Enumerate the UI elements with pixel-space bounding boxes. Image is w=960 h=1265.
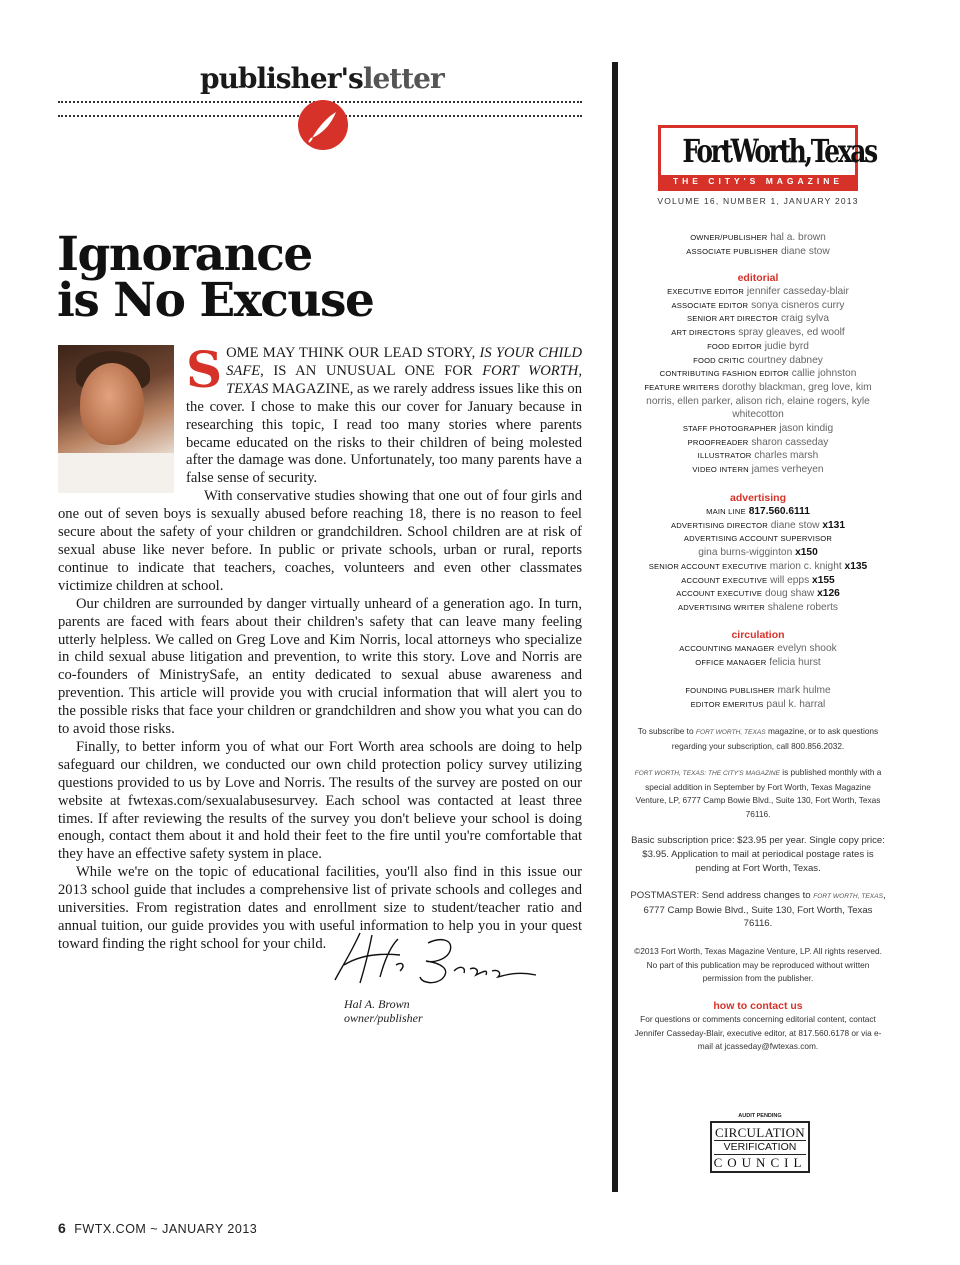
paragraph-4: Finally, to better inform you of what our Fort Worth area schools are doing to help safeguard our children, we conducted our own child protection policy survey utilizing questions provided to us by Love and Norris. The results of the survey are posted on our website at fwtexas.com/sexualabusesurvey. Each school was contacted at least three times. If after reviewing the results of the survey you don't believe your school is doing enough, contact them about it and hold their feet to the fire until you're comfortable that they have an effective safety system in place. bbox=[58, 738, 582, 863]
signature-name: Hal A. Brown bbox=[344, 997, 410, 1011]
headline-line-2: is No Excuse bbox=[57, 273, 374, 328]
postmaster-info: POSTMASTER: Send address changes to FORT WORTH, TEXAS, 6777 Camp Bowie Blvd., Suite 130, Fort Worth, Texas 76116. bbox=[630, 890, 886, 930]
subscribe-info: To subscribe to FORT WORTH, TEXAS magazine, or to ask questions regarding your subscription, call 800.856.2032. bbox=[637, 726, 879, 751]
advertising-heading: advertising bbox=[729, 492, 787, 504]
footer-text: FWTX.COM ~ JANUARY 2013 bbox=[74, 1222, 258, 1236]
contact-section bbox=[630, 1000, 886, 1054]
column-divider bbox=[612, 62, 618, 1192]
drop-cap: S bbox=[186, 340, 223, 399]
price-info: Basic subscription price: $23.95 per year. Single copy price: $3.95. Application to mail at periodical postage rates is pending at Fort Worth, Texas. bbox=[631, 835, 885, 874]
section-title-part1: publisher's bbox=[200, 62, 363, 95]
contact-heading: how to contact us bbox=[713, 1000, 803, 1012]
section-title-part2: letter bbox=[362, 62, 444, 95]
headline-line-1: Ignorance bbox=[57, 227, 312, 282]
signature-caption bbox=[344, 997, 423, 1025]
page-number: 6 bbox=[58, 1220, 67, 1236]
paragraph-2: With conservative studies showing that one out of four girls and one out of seven boys is sexually abused before reaching 18, there is no reason to feel secure about the safety of your children or grandchildren. School children are at risk of sexual abuse like never before. In public or private schools, urban or rural, reports continue to indicate that teachers, coaches, volunteers and even other classmates victimize children at school. bbox=[58, 488, 582, 594]
page-footer bbox=[58, 1220, 257, 1236]
masthead-editorial: editorial EXECUTIVE EDITOR jennifer casseday-blair ASSOCIATE EDITOR sonya cisneros curry SENIOR ART DIRECTOR craig sylva ART DIRECTORS spray gleaves, ed woolf FOOD EDITOR judie byrd FOOD CRITIC courtney dabney CONTRIBUTING FASHION EDITOR callie johnston FEATURE WRITERS dorothy blackman, greg love, kim norris, ellen parker, alison rich, elaine rogers, kyle whitecotton STAFF PHOTOGRAPHER jason kindig PROOFREADER sharon casseday ILLUSTRATOR charles marsh VIDEO INTERN james verheyen bbox=[630, 272, 886, 477]
contact-text: For questions or comments concerning editorial content, contact Jennifer Casseday-Blair, executive editor, at 817.560.6178 or via e-mail at jcasseday@fwtexas.com. bbox=[634, 1014, 882, 1052]
audit-pending-label: AUDIT PENDING bbox=[738, 1113, 782, 1119]
signature-title: owner/publisher bbox=[344, 1011, 423, 1025]
logo-name: FortWorth,Texas bbox=[682, 132, 876, 170]
logo-tagline: THE CITY'S MAGAZINE bbox=[661, 175, 855, 188]
quill-pen-icon bbox=[298, 100, 348, 150]
copyright-info: ©2013 Fort Worth, Texas Magazine Venture, LP. All rights reserved. No part of this publication may be reproduced without written permission from the publisher. bbox=[634, 946, 882, 984]
circulation-heading: circulation bbox=[731, 629, 785, 641]
paragraph-3: Our children are surrounded by danger virtually unheard of a generation ago. In turn, parents are faced with fears about their children's safety that can leave many feeling utterly helpless. We called on Greg Love and Kim Norris, local attorneys who specialize in child sexual abuse litigation and prevention, to write this story. Love and Norris are co-founders of MinistrySafe, an entity dedicated to sexual abuse awareness and prevention. This article will provide you with crucial information that will alert you to the possible risks that face your children or grandchildren and show you what you can do to avoid those risks. bbox=[58, 595, 582, 738]
magazine-logo bbox=[658, 125, 876, 191]
article-body bbox=[58, 340, 582, 954]
masthead-circulation: circulation ACCOUNTING MANAGER evelyn shook OFFICE MANAGER felicia hurst bbox=[630, 629, 886, 669]
masthead-founders: FOUNDING PUBLISHER mark hulme EDITOR EMERITUS paul k. harral bbox=[685, 685, 831, 710]
masthead-publishers: OWNER/PUBLISHER hal a. brown ASSOCIATE PUBLISHER diane stow bbox=[686, 232, 830, 257]
publication-info: FORT WORTH, TEXAS: THE CITY'S MAGAZINE is published monthly with a special addition in September by Fort Worth, Texas Magazine Venture, LP, 6777 Camp Bowie Blvd., Suite 130, Fort Worth, Texas 76116. bbox=[634, 767, 882, 819]
handwritten-signature bbox=[330, 925, 540, 995]
paragraph-5: While we're on the topic of educational facilities, you'll also find in this issue our 2013 school guide that includes a comprehensive list of private schools and colleges and universities. From registration dates and enrollment size to student/teacher ratio and annual tuition, our guide provides you with useful information to help you in your quest toward finding the right school for your child. bbox=[58, 864, 582, 952]
section-title bbox=[200, 62, 444, 95]
paragraph-1: SOME MAY THINK OUR LEAD STORY, IS YOUR CHILD SAFE, IS AN UNUSUAL ONE FOR FORT WORTH, TEXAS MAGAZINE, as we rarely address issues like this on the cover. I chose to make this our cover for January because in researching this topic, I read too many stories where parents became educated on the risks to their children of being molested after the damage was done. Unfortunately, too many parents have a false sense of security. bbox=[186, 340, 582, 487]
article-headline bbox=[57, 227, 477, 328]
editorial-heading: editorial bbox=[737, 272, 779, 284]
masthead-advertising: advertising MAIN LINE 817.560.6111 ADVERTISING DIRECTOR diane stow x131 ADVERTISING ACCOUNT SUPERVISOR gina burns-wigginton x150 SENIOR ACCOUNT EXECUTIVE marion c. knight x135 ACCOUNT EXECUTIVE will epps x155 ACCOUNT EXECUTIVE doug shaw x126 ADVERTISING WRITER shalene roberts bbox=[630, 492, 886, 615]
cvc-logo: CIRCULATION VERIFICATION COUNCIL bbox=[710, 1121, 810, 1173]
volume-line: VOLUME 16, NUMBER 1, JANUARY 2013 bbox=[657, 196, 859, 206]
